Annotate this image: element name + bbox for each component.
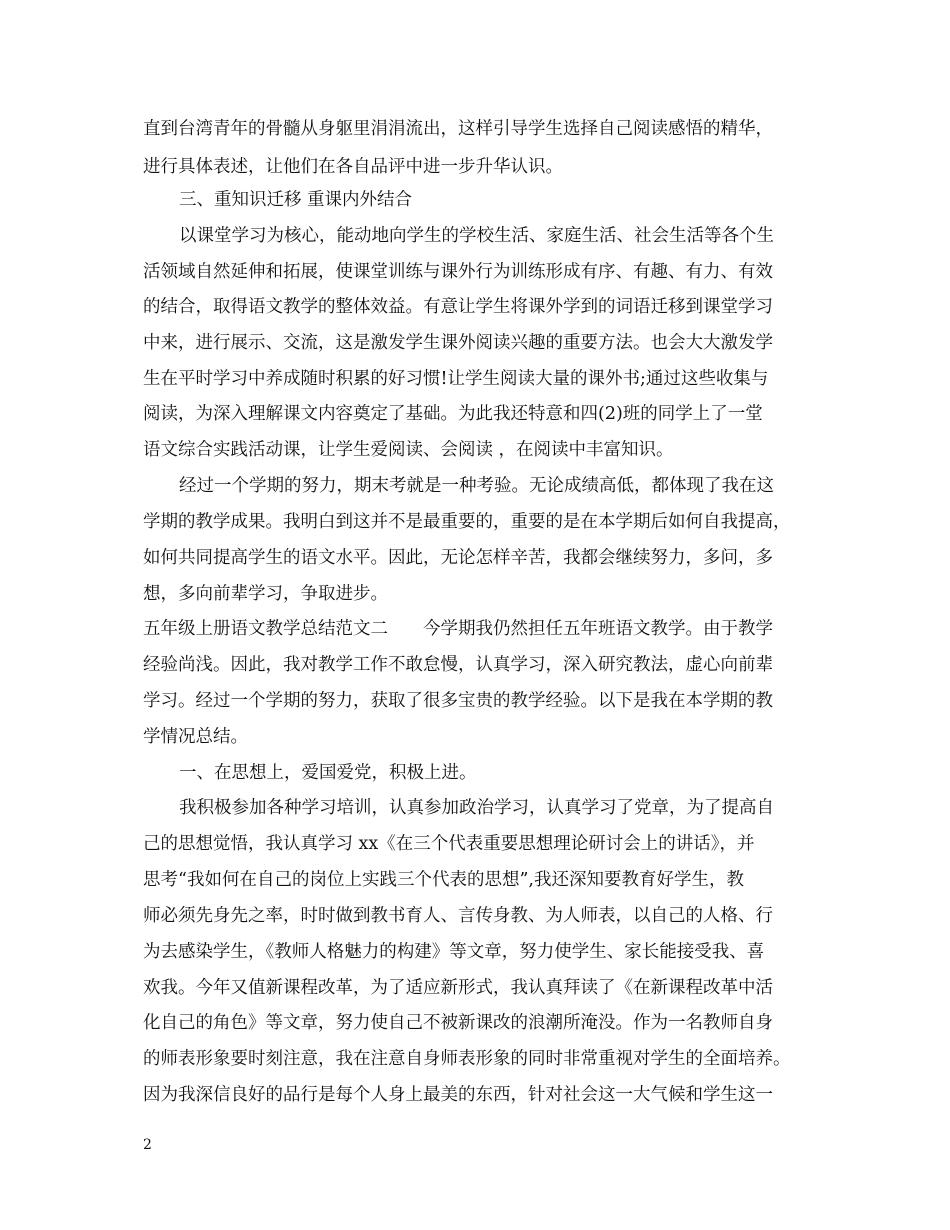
text-line-16: 经验尚浅。因此，我对教学工作不敢怠慢，认真学习，深入研究教法，虚心向前辈 [143,655,773,675]
text-line-21: 己的思想觉悟，我认真学习 xx《在三个代表重要思想理论研讨会上的讲话》，并 [143,834,755,854]
text-line-1: 直到台湾青年的骨髓从身躯里涓涓流出，这样引导学生选择自己阅读感悟的精华， [143,119,773,139]
text-line-2: 进行具体表述，让他们在各自品评中进一步升华认识。 [143,157,563,177]
text-line-18: 学情况总结。 [143,727,248,747]
text-line-9: 阅读，为深入理解课文内容奠定了基础。为此我还特意和四(2)班的同学上了一堂 [143,404,763,424]
page-number: 2 [143,1137,152,1153]
text-line-25: 欢我。今年又值新课程改革，为了适应新形式，我认真拜读了《在新课程改革中活 [143,978,773,998]
text-line-8: 生在平时学习中养成随时积累的好习惯!让学生阅读大量的课外书;通过这些收集与 [143,369,769,389]
text-line-17: 学习。经过一个学期的努力，获取了很多宝贵的教学经验。以下是我在本学期的教 [143,691,773,711]
text-line-5: 活领域自然延伸和拓展，使课堂训练与课外行为训练形成有序、有趣、有力、有效 [143,262,773,282]
text-line-7: 中来，进行展示、交流，这是激发学生课外阅读兴趣的重要方法。也会大大激发学 [143,333,773,353]
text-line-24: 为去感染学生，《教师人格魅力的构建》等文章，努力使学生、家长能接受我、喜 [143,942,765,962]
section-heading-3: 三、重知识迁移 重课内外结合 [179,190,413,210]
text-line-20: 我积极参加各种学习培训，认真参加政治学习，认真学习了党章，为了提高自 [179,798,774,818]
text-line-13: 如何共同提高学生的语文水平。因此，无论怎样辛苦，我都会继续努力，多问，多 [143,548,773,568]
text-line-23: 师必须先身先之率，时时做到教书育人、言传身教、为人师表，以自己的人格、行 [143,906,773,926]
text-line-22: 思考“我如何在自己的岗位上实践三个代表的思想”,我还深知要教育好学生，教 [143,870,744,890]
text-line-11: 经过一个学期的努力，期末考就是一种考验。无论成绩高低，都体现了我在这 [179,476,774,496]
text-line-10: 语文综合实践活动课，让学生爱阅读、会阅读 ，在阅读中丰富知识。 [143,440,674,460]
section-heading-19: 一、在思想上，爱国爱党，积极上进。 [179,763,477,783]
text-line-26: 化自己的角色》等文章，努力使自己不被新课改的浪潮所淹没。作为一名教师自身 [143,1013,773,1033]
text-line-14: 想，多向前辈学习，争取进步。 [143,584,388,604]
text-line-12: 学期的教学成果。我明白到这并不是最重要的，重要的是在本学期后如何自我提高， [143,512,791,532]
text-line-4: 以课堂学习为核心，能动地向学生的学校生活、家庭生活、社会生活等各个生 [179,226,774,246]
text-line-6: 的结合，取得语文教学的整体效益。有意让学生将课外学到的词语迁移到课堂学习 [143,297,773,317]
text-line-28: 因为我深信良好的品行是每个人身上最美的东西，针对社会这一大气候和学生这一 [143,1085,773,1105]
text-line-15: 五年级上册语文教学总结范文二 今学期我仍然担任五年班语文教学。由于教学 [143,619,773,639]
text-line-27: 的师表形象要时刻注意，我在注意自身师表形象的同时非常重视对学生的全面培养。 [143,1049,791,1069]
